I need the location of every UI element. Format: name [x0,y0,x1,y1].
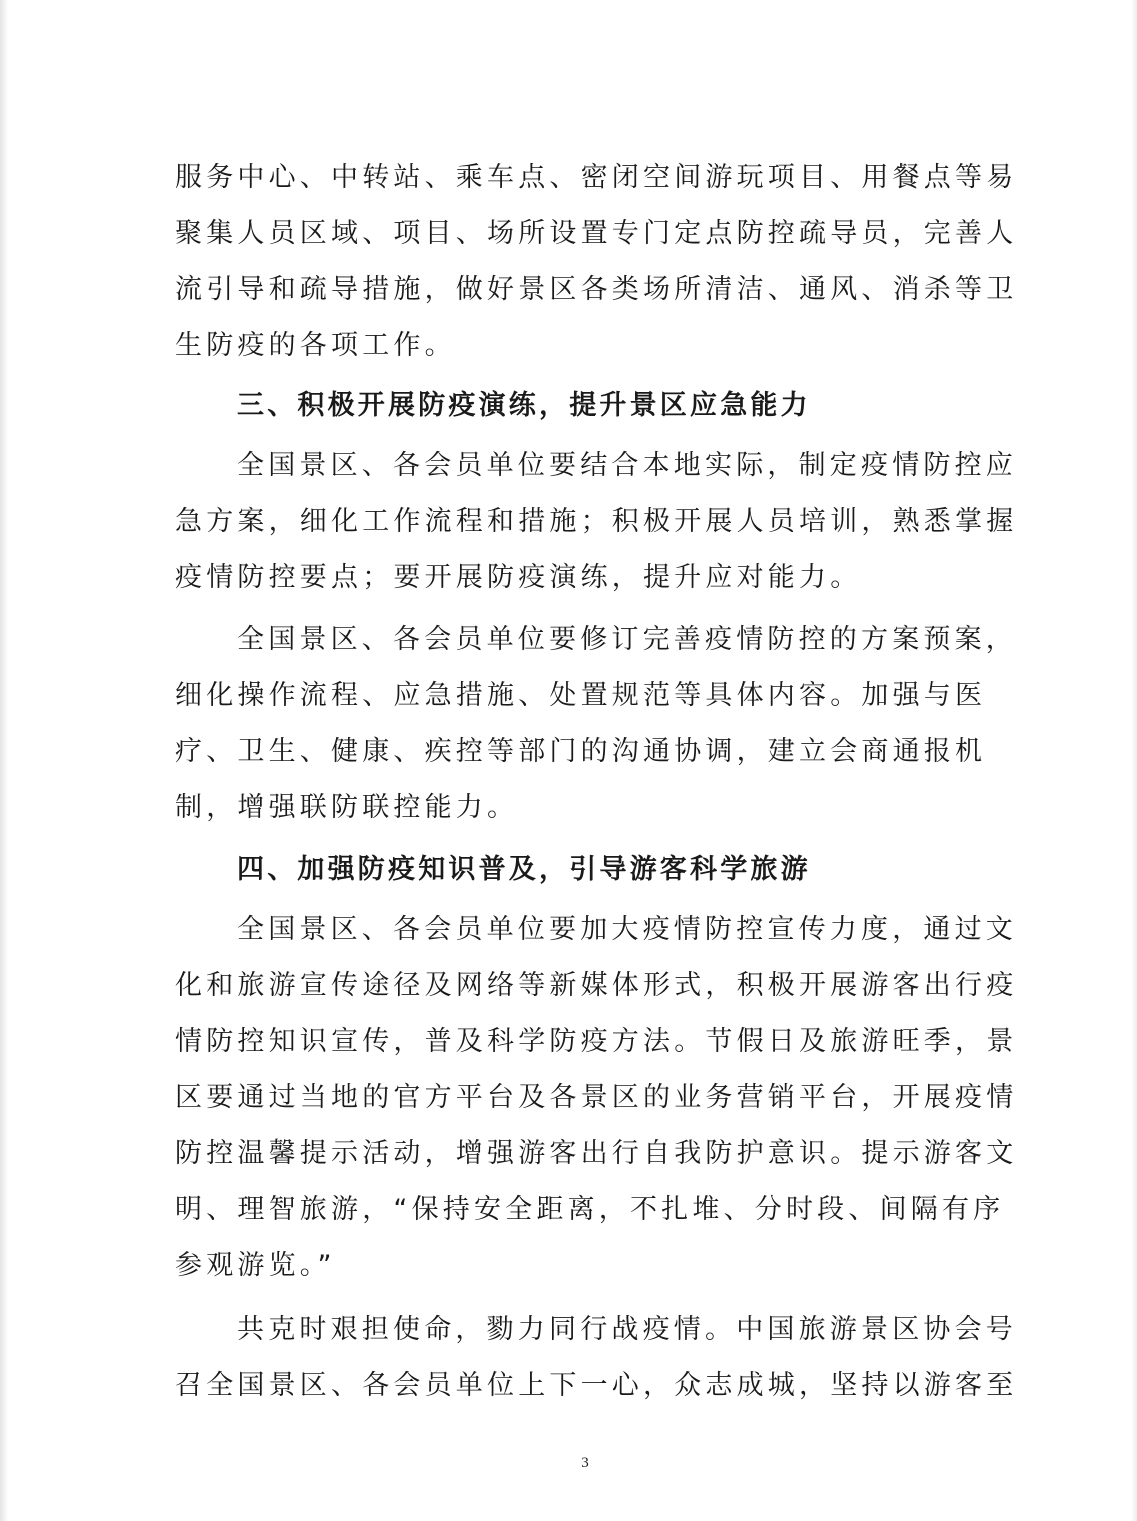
text-line: 疗、卫生、健康、疾控等部门的沟通协调，建立会商通报机 [175,736,987,767]
section-heading-3: 三、积极开展防疫演练，提升景区应急能力 [237,390,811,421]
text-line: 区要通过当地的官方平台及各景区的业务营销平台，开展疫情 [175,1082,1018,1113]
text-line: 全国景区、各会员单位要结合本地实际，制定疫情防控应 [237,450,1017,481]
paragraph-3a [175,438,1018,606]
text-line: 全国景区、各会员单位要修订完善疫情防控的方案预案， [237,624,1017,655]
paragraph-continued [175,150,1018,374]
text-line: 防控温馨提示活动，增强游客出行自我防护意识。提示游客文 [175,1138,1018,1169]
text-line: 服务中心、中转站、乘车点、密闭空间游玩项目、用餐点等易 [175,162,1018,193]
text-line: 细化操作流程、应急措施、处置规范等具体内容。加强与医 [175,680,987,711]
page-left-edge-shadow [0,0,8,1521]
text-line: 参观游览。” [175,1250,336,1281]
text-line: 急方案，细化工作流程和措施；积极开展人员培训，熟悉掌握 [175,506,1018,537]
section-heading-4: 四、加强防疫知识普及，引导游客科学旅游 [237,854,811,885]
text-line: 制，增强联防联控能力。 [175,792,519,823]
text-line: 聚集人员区域、项目、场所设置专门定点防控疏导员，完善人 [175,218,1018,249]
text-line: 化和旅游宣传途径及网络等新媒体形式，积极开展游客出行疫 [175,970,1018,1001]
paragraph-3b [175,612,1017,836]
text-line: 疫情防控要点；要开展防疫演练，提升应对能力。 [175,562,862,593]
paragraph-5 [175,1302,1018,1414]
text-line: 召全国景区、各会员单位上下一心，众志成城，坚持以游客至 [175,1370,1018,1401]
text-line: 共克时艰担使命，勠力同行战疫情。中国旅游景区协会号 [237,1314,1017,1345]
page-number: 3 [581,1455,589,1471]
text-line: 流引导和疏导措施，做好景区各类场所清洁、通风、消杀等卫 [175,274,1018,305]
text-line: 情防控知识宣传，普及科学防疫方法。节假日及旅游旺季，景 [175,1026,1018,1057]
text-line: 明、理智旅游，“保持安全距离，不扎堆、分时段、间隔有序 [175,1194,1005,1225]
paragraph-4 [175,902,1018,1294]
page-right-edge-shadow [1131,0,1137,1521]
document-body [175,150,1018,1414]
text-line: 全国景区、各会员单位要加大疫情防控宣传力度，通过文 [237,914,1017,945]
text-line: 生防疫的各项工作。 [175,330,456,361]
